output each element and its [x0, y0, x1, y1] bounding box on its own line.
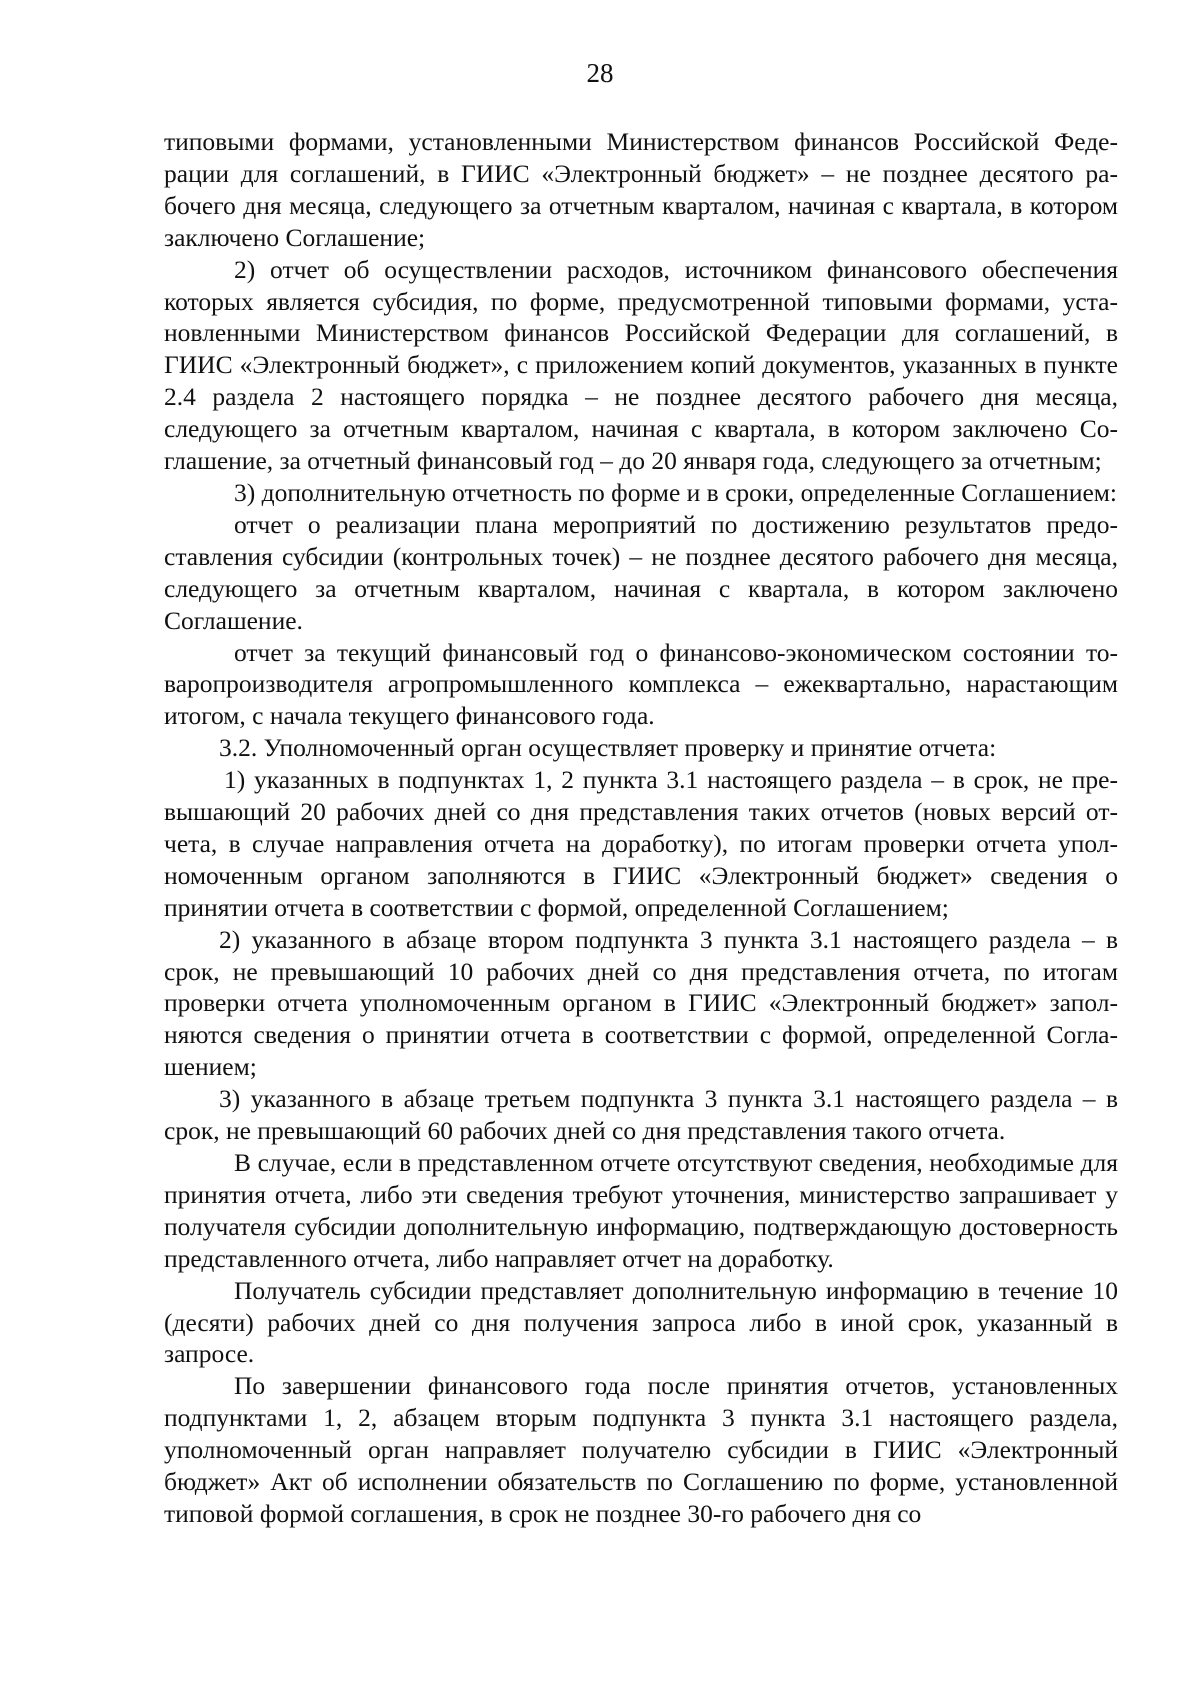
- paragraph-check-item-2: 2) указанного в абзаце втором подпункта 3 пункта 3.1 настоящего раздела – в срок, не превышающий 10 рабочих дней со дня представления отчета, по итогам проверки отчета уполномоченным органом в ГИИС «Электронный бюджет» заполняются сведения о принятии отчета в соответствии с формой, определенной Соглашением;: [164, 924, 1118, 1082]
- page-number: 28: [586, 58, 614, 88]
- paragraph-item-3: 3) дополнительную отчетность по форме и в сроки, определенные Соглашением:: [234, 477, 1118, 507]
- paragraph-missing-info: В случае, если в представленном отчете отсутствуют сведения, необходимые для принятия отчета, либо эти сведения требуют уточнения, министерство запрашивает у получателя субсидии дополнительную информацию, подтверждающую достоверность представленного отчета, либо направляет отчет на доработку.: [164, 1148, 1118, 1273]
- paragraph-additional-info: Получатель субсидии представляет дополнительную информацию в течение 10 (десяти) рабочих дней со дня получения запроса либо в иной срок, указанный в запросе.: [164, 1275, 1118, 1369]
- paragraph-control-points-report: отчет о реализации плана мероприятий по достижению результатов предоставления субсидии (контрольных точек) – не позднее десятого рабочего дня месяца, следующего за отчетным кварталом, начиная с квартала, в котором заключено Соглашение.: [164, 509, 1118, 635]
- paragraph-continuation: типовыми формами, установленными Министерством финансов Российской Федерации для соглашений, в ГИИС «Электронный бюджет» – не позднее десятого рабочего дня месяца, следующего за отчетным кварталом, начиная с квартала, в котором заключено Соглашение;: [164, 127, 1118, 252]
- document-body: [164, 126, 1118, 1530]
- paragraph-item-2: 2) отчет об осуществлении расходов, источником финансового обеспечения которых является субсидия, по форме, предусмотренной типовыми формами, установленными Министерством финансов Российской Федерации для соглашений, в ГИИС «Электронный бюджет», с приложением копий документов, указанных в пункте 2.4 раздела 2 настоящего порядка – не позднее десятого рабочего дня месяца, следующего за отчетным кварталом, начиная с квартала, в котором заключено Соглашение, за отчетный финансовый год – до 20 января года, следующего за отчетным;: [164, 254, 1118, 476]
- paragraph-year-end-act: По завершении финансового года после принятия отчетов, установленных подпунктами 1, 2, абзацем вторым подпункта 3 пункта 3.1 настоящего раздела, уполномоченный орган направляет получателю субсидии в ГИИС «Электронный бюджет» Акт об исполнении обязательств по Соглашению по форме, установленной типовой формой соглашения, в срок не позднее 30-го рабочего дня со: [164, 1371, 1118, 1528]
- paragraph-check-item-3: 3) указанного в абзаце третьем подпункта 3 пункта 3.1 настоящего раздела – в срок, не превышающий 60 рабочих дней со дня представления такого отчета.: [164, 1084, 1118, 1146]
- paragraph-section-3-2: 3.2. Уполномоченный орган осуществляет проверку и принятие отчета:: [219, 733, 997, 763]
- paragraph-check-item-1: 1) указанных в подпунктах 1, 2 пункта 3.1 настоящего раздела – в срок, не превышающий 20 рабочих дней со дня представления таких отчетов (новых версий отчета, в случае направления отчета на доработку), по итогам проверки отчета уполномоченным органом заполняются в ГИИС «Электронный бюджет» сведения о принятии отчета в соответствии с формой, определенной Соглашением;: [164, 765, 1118, 922]
- paragraph-financial-state-report: отчет за текущий финансовый год о финансово-экономическом состоянии товаропроизводителя агропромышленного комплекса – ежеквартально, нарастающим итогом, с начала текущего финансового года.: [164, 637, 1118, 731]
